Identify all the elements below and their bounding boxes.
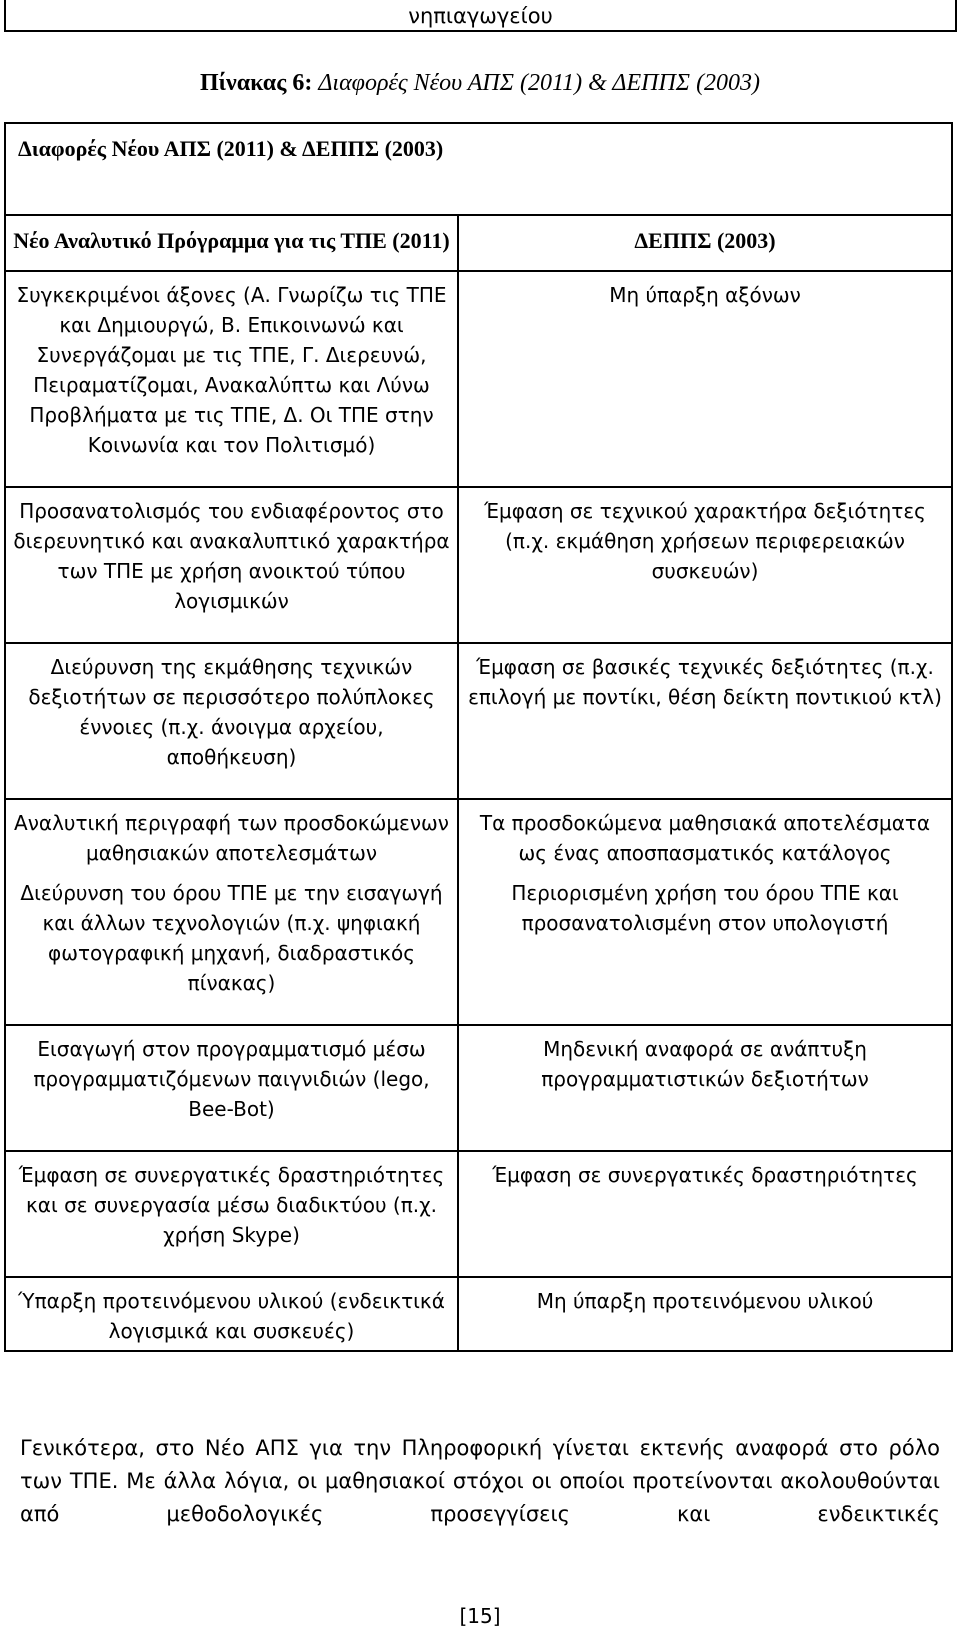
body-paragraph: Γενικότερα, στο Νέο ΑΠΣ για την Πληροφορική γίνεται εκτενής αναφορά στο ρόλο των ΤΠΕ. Με άλλα λόγια, οι μαθησιακοί στόχοι οι οποίοι προτείνονται ακολουθούνται από μεθοδολογικές προσεγγίσεις και ενδεικτικές: [20, 1436, 940, 1526]
table-cell-left: [5, 1025, 458, 1151]
table-cell-left: [5, 799, 458, 1025]
table-cell-left: [5, 643, 458, 799]
table-cell-right: [458, 1277, 952, 1351]
comparison-table: [4, 122, 953, 1352]
cell-text: Μηδενική αναφορά σε ανάπτυξη προγραμματιστικών δεξιοτήτων: [541, 1037, 869, 1091]
table-cell-right: [458, 1151, 952, 1277]
table-row: [5, 487, 952, 643]
col-header-depps: ΔΕΠΠΣ (2003): [458, 215, 952, 271]
table-cell-right: [458, 1025, 952, 1151]
cell-text: Διεύρυνση του όρου ΤΠΕ με την εισαγωγή και άλλων τεχνολογιών (π.χ. ψηφιακή φωτογραφική μηχανή, διαδραστικός πίνακας): [20, 881, 443, 995]
table-caption-label: Πίνακας 6:: [199, 70, 313, 96]
cell-text: Έμφαση σε βασικές τεχνικές δεξιότητες (π.χ. επιλογή με ποντίκι, θέση δείκτη ποντικιού κτλ): [468, 655, 942, 709]
table-cell-left: [5, 487, 458, 643]
cell-text: Εισαγωγή στον προγραμματισμό μέσω προγραμματιζόμενων παιγνιδιών (lego, Bee-Bot): [33, 1037, 430, 1121]
table-row: [5, 1151, 952, 1277]
cell-text: Μη ύπαρξη προτεινόμενου υλικού: [536, 1289, 874, 1313]
cell-text: Διεύρυνση της εκμάθησης τεχνικών δεξιοτήτων σε περισσότερο πολύπλοκες έννοιες (π.χ. άνοιγμα αρχείου, αποθήκευση): [28, 655, 435, 769]
page-number: [15]: [459, 1604, 501, 1628]
cell-text: Ύπαρξη προτεινόμενου υλικού (ενδεικτικά λογισμικά και συσκευές): [18, 1289, 445, 1343]
table-cell-left: [5, 271, 458, 487]
col-header-new-aps: Νέο Αναλυτικό Πρόγραμμα για τις ΤΠΕ (2011): [5, 215, 458, 271]
table-title-row: [5, 123, 952, 215]
table-caption-text: Διαφορές Νέου ΑΠΣ (2011) & ΔΕΠΠΣ (2003): [318, 70, 761, 96]
cell-text: Αναλυτική περιγραφή των προσδοκώμενων μαθησιακών αποτελεσμάτων: [14, 811, 449, 865]
cell-text: Προσανατολισμός του ενδιαφέροντος στο διερευνητικό και ανακαλυπτικό χαρακτήρα των ΤΠΕ με χρήση ανοικτού τύπου λογισμικών: [13, 499, 450, 613]
table-row: [5, 799, 952, 1025]
table-row: [5, 1277, 952, 1351]
table-cell-left: [5, 1151, 458, 1277]
table-title: Διαφορές Νέου ΑΠΣ (2011) & ΔΕΠΠΣ (2003): [5, 123, 952, 215]
table-cell-left: [5, 1277, 458, 1351]
table-cell-right: [458, 487, 952, 643]
cell-text: Περιορισμένη χρήση του όρου ΤΠΕ και προσανατολισμένη στον υπολογιστή: [511, 881, 899, 935]
table-cell-right: [458, 271, 952, 487]
table-row: [5, 643, 952, 799]
cell-text: Έμφαση σε συνεργατικές δραστηριότητες και σε συνεργασία μέσω διαδικτύου (π.χ. χρήση Skype): [18, 1163, 445, 1247]
running-header-text: νηπιαγωγείου: [408, 4, 553, 28]
cell-text: Έμφαση σε συνεργατικές δραστηριότητες: [492, 1163, 918, 1187]
cell-text: Μη ύπαρξη αξόνων: [609, 283, 801, 307]
cell-text: Τα προσδοκώμενα μαθησιακά αποτελέσματα ως ένας αποσπασματικός κατάλογος: [479, 811, 931, 865]
table-row: [5, 271, 952, 487]
table-cell-right: [458, 799, 952, 1025]
table-caption: [0, 68, 960, 98]
table-header-row: [5, 215, 952, 271]
running-header: [4, 0, 957, 32]
table-row: [5, 1025, 952, 1151]
cell-text: Έμφαση σε τεχνικού χαρακτήρα δεξιότητες (π.χ. εκμάθηση χρήσεων περιφερειακών συσκευών): [484, 499, 926, 583]
cell-text: Συγκεκριμένοι άξονες (Α. Γνωρίζω τις ΤΠΕ και Δημιουργώ, Β. Επικοινωνώ και Συνεργάζομαι με τις ΤΠΕ, Γ. Διερευνώ, Πειραματίζομαι, Ανακαλύπτω και Λύνω Προβλήματα με τις ΤΠΕ, Δ. Οι ΤΠΕ στην Κοινωνία και τον Πολιτισμό): [16, 283, 447, 457]
table-cell-right: [458, 643, 952, 799]
